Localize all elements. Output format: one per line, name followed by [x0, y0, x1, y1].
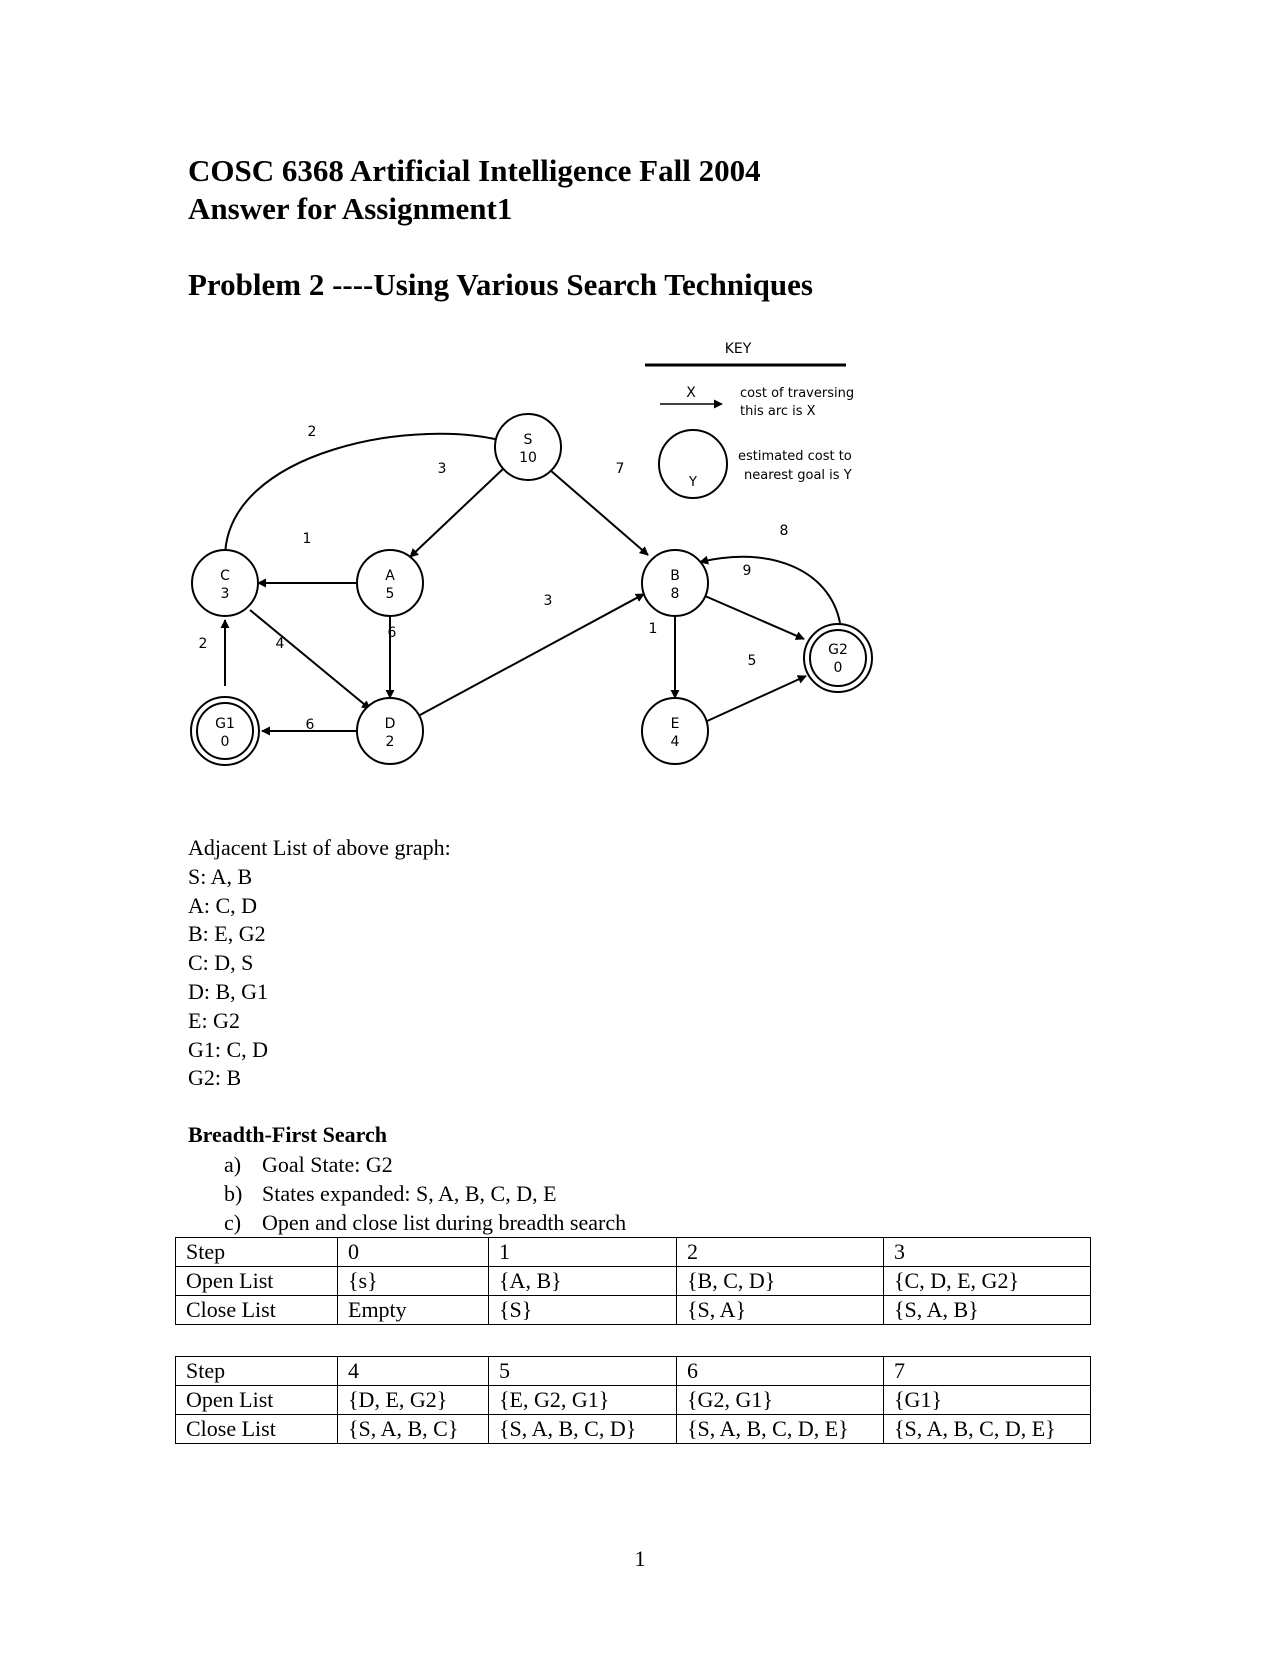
bfs-table-steps-0-3 [175, 1237, 1091, 1325]
node-d-heuristic: 2 [385, 734, 395, 750]
cost-d-b: 3 [543, 593, 553, 609]
table-cell: 4 [338, 1357, 489, 1386]
edge-c-d [250, 610, 370, 709]
bfs-answer-list [224, 1150, 626, 1237]
table-row [176, 1296, 1091, 1325]
table-cell: Step [176, 1357, 338, 1386]
edge-d-b [420, 594, 644, 715]
node-s [495, 414, 561, 480]
list-item-text: Goal State: G2 [262, 1152, 393, 1177]
cost-e-g2: 5 [747, 653, 757, 669]
table-row [176, 1238, 1091, 1267]
cost-b-g2: 9 [742, 563, 752, 579]
key-node-symbol: Y [689, 475, 697, 490]
adjacency-line: C: D, S [188, 950, 254, 976]
table-cell: 5 [489, 1357, 677, 1386]
edge-s-a [410, 469, 503, 557]
table-cell: {S, A, B, C} [338, 1415, 489, 1444]
edge-e-g2 [705, 676, 806, 722]
node-g1 [191, 697, 259, 765]
table-cell: {G2, G1} [677, 1386, 884, 1415]
bfs-table-steps-4-7 [175, 1356, 1091, 1444]
table-row [176, 1386, 1091, 1415]
adjacency-line: G2: B [188, 1065, 242, 1091]
adjacency-line: G1: C, D [188, 1036, 269, 1062]
table-cell: {G1} [884, 1386, 1091, 1415]
table-cell: 2 [677, 1238, 884, 1267]
search-graph-figure [170, 330, 890, 780]
table-cell: Close List [176, 1415, 338, 1444]
table-cell: {C, D, E, G2} [884, 1267, 1091, 1296]
table-cell: {B, C, D} [677, 1267, 884, 1296]
graph-key [645, 341, 854, 498]
table-cell: {s} [338, 1267, 489, 1296]
cost-c-s: 2 [307, 424, 317, 440]
table-cell: {D, E, G2} [338, 1386, 489, 1415]
cost-b-e: 1 [648, 621, 658, 637]
table-cell: {S, A, B, C, D, E} [677, 1415, 884, 1444]
bfs-heading: Breadth-First Search [188, 1122, 387, 1147]
adjacency-line: E: G2 [188, 1007, 240, 1033]
node-g1-heuristic: 0 [220, 734, 230, 750]
key-arc-desc-1: cost of traversing [740, 386, 855, 401]
node-s-label: S [523, 432, 533, 448]
adjacency-line: B: E, G2 [188, 921, 266, 947]
table-cell: Open List [176, 1267, 338, 1296]
node-d-label: D [384, 716, 396, 732]
table-row [176, 1357, 1091, 1386]
page-number: 1 [634, 1546, 646, 1571]
node-b-heuristic: 8 [670, 586, 680, 602]
node-a-label: A [385, 568, 395, 584]
list-item [224, 1150, 626, 1179]
list-marker: b) [224, 1181, 243, 1206]
table-cell: {S, A, B} [884, 1296, 1091, 1325]
cost-d-g1: 6 [305, 717, 315, 733]
table-cell: 0 [338, 1238, 489, 1267]
edge-c-s [225, 434, 510, 558]
node-b [642, 550, 708, 616]
adjacency-line: D: B, G1 [188, 978, 269, 1004]
table-cell: 6 [677, 1357, 884, 1386]
table-cell: Empty [338, 1296, 489, 1325]
list-marker: a) [224, 1152, 242, 1177]
cost-a-d: 6 [387, 625, 397, 641]
cost-c-d: 4 [275, 636, 285, 652]
node-e-heuristic: 4 [670, 734, 680, 750]
list-item [224, 1208, 626, 1237]
node-s-heuristic: 10 [519, 450, 537, 466]
cost-s-b: 7 [615, 461, 625, 477]
list-item [224, 1179, 626, 1208]
node-g2-label: G2 [828, 642, 848, 658]
problem-title: Problem 2 ----Using Various Search Techniques [188, 267, 813, 302]
list-marker: c) [224, 1210, 242, 1235]
node-c-heuristic: 3 [220, 586, 230, 602]
key-arc-desc-2: this arc is X [740, 404, 816, 419]
table-cell: Step [176, 1238, 338, 1267]
node-c-label: C [220, 568, 230, 584]
node-a [357, 550, 423, 616]
table-cell: {A, B} [489, 1267, 677, 1296]
cost-a-c: 1 [302, 531, 312, 547]
node-g1-label: G1 [215, 716, 235, 732]
edge-b-g2 [705, 596, 804, 639]
table-cell: Open List [176, 1386, 338, 1415]
node-c [192, 550, 258, 616]
edge-g2-b [700, 557, 840, 623]
assignment-subtitle: Answer for Assignment1 [188, 191, 513, 226]
node-d [357, 698, 423, 764]
table-cell: 7 [884, 1357, 1091, 1386]
table-cell: 1 [489, 1238, 677, 1267]
adjacency-heading: Adjacent List of above graph: [188, 835, 451, 860]
node-e [642, 698, 708, 764]
table-cell: {S, A, B, C, D, E} [884, 1415, 1091, 1444]
adjacency-line: S: A, B [188, 863, 253, 889]
table-row [176, 1267, 1091, 1296]
node-b-label: B [670, 568, 680, 584]
cost-g2-b: 8 [779, 523, 789, 539]
key-arc-symbol: X [686, 385, 696, 401]
edge-s-b [550, 470, 648, 555]
node-g2-heuristic: 0 [833, 660, 843, 676]
cost-g1-c: 2 [198, 636, 208, 652]
node-g2 [804, 624, 872, 692]
course-title: COSC 6368 Artificial Intelligence Fall 2004 [188, 153, 761, 188]
table-cell: Close List [176, 1296, 338, 1325]
node-a-heuristic: 5 [385, 586, 395, 602]
table-cell: {S, A, B, C, D} [489, 1415, 677, 1444]
adjacency-line: A: C, D [188, 892, 258, 918]
key-title: KEY [724, 341, 752, 357]
table-cell: {E, G2, G1} [489, 1386, 677, 1415]
list-item-text: States expanded: S, A, B, C, D, E [262, 1181, 557, 1206]
table-cell: 3 [884, 1238, 1091, 1267]
key-node-desc-1: estimated cost to [738, 449, 852, 464]
table-row [176, 1415, 1091, 1444]
key-node-desc-2: nearest goal is Y [744, 468, 852, 483]
list-item-text: Open and close list during breadth search [262, 1210, 627, 1235]
adjacency-list [188, 834, 451, 1093]
node-e-label: E [670, 716, 680, 732]
cost-s-a: 3 [437, 461, 447, 477]
table-cell: {S, A} [677, 1296, 884, 1325]
table-cell: {S} [489, 1296, 677, 1325]
